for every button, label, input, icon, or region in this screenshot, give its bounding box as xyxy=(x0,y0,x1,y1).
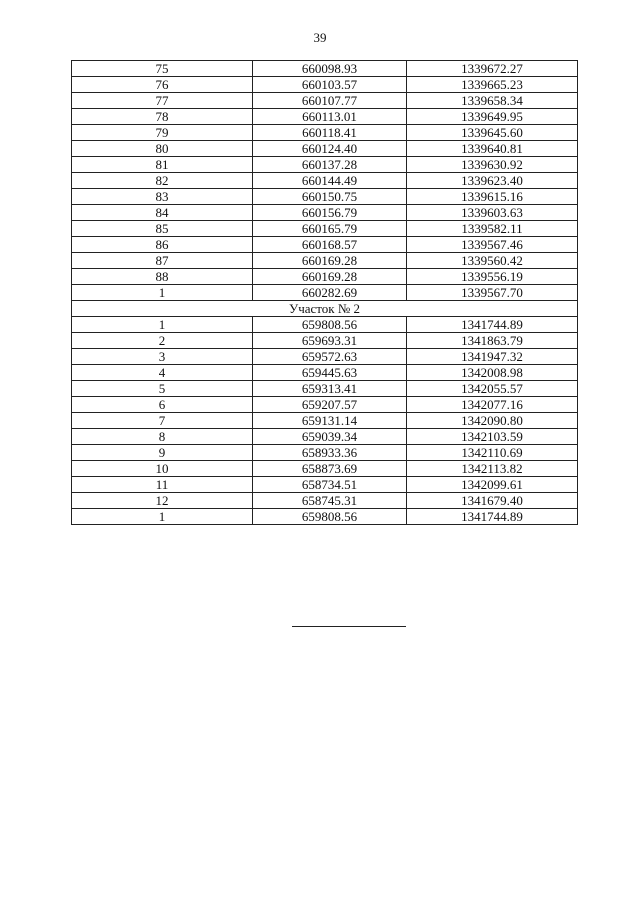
point-number-cell: 3 xyxy=(72,349,253,365)
x-coordinate-cell: 660103.57 xyxy=(253,77,407,93)
point-number-cell: 78 xyxy=(72,109,253,125)
x-coordinate-cell: 660107.77 xyxy=(253,93,407,109)
table-row xyxy=(72,317,578,333)
y-coordinate-cell: 1339630.92 xyxy=(407,157,578,173)
page-number: 39 xyxy=(313,30,327,45)
point-number-cell: 83 xyxy=(72,189,253,205)
table-row xyxy=(72,269,578,285)
x-coordinate-cell: 659572.63 xyxy=(253,349,407,365)
table-row xyxy=(72,125,578,141)
point-number-cell: 79 xyxy=(72,125,253,141)
x-coordinate-cell: 660168.57 xyxy=(253,237,407,253)
x-coordinate-cell: 659693.31 xyxy=(253,333,407,349)
point-number-cell: 85 xyxy=(72,221,253,237)
point-number-cell: 76 xyxy=(72,77,253,93)
point-number-cell: 5 xyxy=(72,381,253,397)
x-coordinate-cell: 659313.41 xyxy=(253,381,407,397)
x-coordinate-cell: 658745.31 xyxy=(253,493,407,509)
x-coordinate-cell: 660169.28 xyxy=(253,253,407,269)
y-coordinate-cell: 1342103.59 xyxy=(407,429,578,445)
x-coordinate-cell: 658873.69 xyxy=(253,461,407,477)
point-number-cell: 1 xyxy=(72,509,253,525)
y-coordinate-cell: 1339672.27 xyxy=(407,61,578,77)
y-coordinate-cell: 1342077.16 xyxy=(407,397,578,413)
table-row xyxy=(72,461,578,477)
table-row xyxy=(72,413,578,429)
y-coordinate-cell: 1341744.89 xyxy=(407,317,578,333)
table-row xyxy=(72,93,578,109)
x-coordinate-cell: 659445.63 xyxy=(253,365,407,381)
y-coordinate-cell: 1339567.46 xyxy=(407,237,578,253)
point-number-cell: 81 xyxy=(72,157,253,173)
table-row xyxy=(72,77,578,93)
point-number-cell: 2 xyxy=(72,333,253,349)
point-number-cell: 87 xyxy=(72,253,253,269)
x-coordinate-cell: 660165.79 xyxy=(253,221,407,237)
x-coordinate-cell: 660169.28 xyxy=(253,269,407,285)
y-coordinate-cell: 1339623.40 xyxy=(407,173,578,189)
table-row xyxy=(72,445,578,461)
y-coordinate-cell: 1339560.42 xyxy=(407,253,578,269)
y-coordinate-cell: 1339649.95 xyxy=(407,109,578,125)
y-coordinate-cell: 1339665.23 xyxy=(407,77,578,93)
section-title: Участок № 2 xyxy=(72,301,578,317)
y-coordinate-cell: 1341947.32 xyxy=(407,349,578,365)
x-coordinate-cell: 658734.51 xyxy=(253,477,407,493)
table-row xyxy=(72,285,578,301)
point-number-cell: 84 xyxy=(72,205,253,221)
y-coordinate-cell: 1339567.70 xyxy=(407,285,578,301)
table-row xyxy=(72,349,578,365)
x-coordinate-cell: 660137.28 xyxy=(253,157,407,173)
point-number-cell: 86 xyxy=(72,237,253,253)
x-coordinate-cell: 660118.41 xyxy=(253,125,407,141)
y-coordinate-cell: 1339603.63 xyxy=(407,205,578,221)
x-coordinate-cell: 660282.69 xyxy=(253,285,407,301)
y-coordinate-cell: 1341863.79 xyxy=(407,333,578,349)
point-number-cell: 82 xyxy=(72,173,253,189)
coordinates-table-body xyxy=(72,61,578,525)
point-number-cell: 9 xyxy=(72,445,253,461)
table-row xyxy=(72,477,578,493)
table-row xyxy=(72,333,578,349)
point-number-cell: 12 xyxy=(72,493,253,509)
x-coordinate-cell: 660124.40 xyxy=(253,141,407,157)
y-coordinate-cell: 1339582.11 xyxy=(407,221,578,237)
table-row xyxy=(72,205,578,221)
y-coordinate-cell: 1339615.16 xyxy=(407,189,578,205)
y-coordinate-cell: 1341744.89 xyxy=(407,509,578,525)
table-row xyxy=(72,509,578,525)
x-coordinate-cell: 659808.56 xyxy=(253,509,407,525)
point-number-cell: 7 xyxy=(72,413,253,429)
y-coordinate-cell: 1339556.19 xyxy=(407,269,578,285)
end-divider-line xyxy=(292,626,406,627)
y-coordinate-cell: 1342113.82 xyxy=(407,461,578,477)
x-coordinate-cell: 659039.34 xyxy=(253,429,407,445)
table-row xyxy=(72,221,578,237)
point-number-cell: 75 xyxy=(72,61,253,77)
point-number-cell: 10 xyxy=(72,461,253,477)
table-row xyxy=(72,189,578,205)
table-row xyxy=(72,61,578,77)
point-number-cell: 77 xyxy=(72,93,253,109)
point-number-cell: 1 xyxy=(72,317,253,333)
x-coordinate-cell: 659808.56 xyxy=(253,317,407,333)
y-coordinate-cell: 1342090.80 xyxy=(407,413,578,429)
table-row xyxy=(72,253,578,269)
x-coordinate-cell: 660150.75 xyxy=(253,189,407,205)
y-coordinate-cell: 1342055.57 xyxy=(407,381,578,397)
y-coordinate-cell: 1341679.40 xyxy=(407,493,578,509)
table-row xyxy=(72,173,578,189)
point-number-cell: 8 xyxy=(72,429,253,445)
table-row xyxy=(72,141,578,157)
x-coordinate-cell: 660098.93 xyxy=(253,61,407,77)
point-number-cell: 6 xyxy=(72,397,253,413)
x-coordinate-cell: 658933.36 xyxy=(253,445,407,461)
table-row xyxy=(72,157,578,173)
y-coordinate-cell: 1342099.61 xyxy=(407,477,578,493)
y-coordinate-cell: 1342008.98 xyxy=(407,365,578,381)
point-number-cell: 4 xyxy=(72,365,253,381)
y-coordinate-cell: 1339640.81 xyxy=(407,141,578,157)
point-number-cell: 1 xyxy=(72,285,253,301)
table-row xyxy=(72,429,578,445)
y-coordinate-cell: 1339658.34 xyxy=(407,93,578,109)
point-number-cell: 88 xyxy=(72,269,253,285)
table-row xyxy=(72,365,578,381)
point-number-cell: 80 xyxy=(72,141,253,157)
table-row xyxy=(72,397,578,413)
coordinates-table xyxy=(71,60,578,525)
x-coordinate-cell: 660156.79 xyxy=(253,205,407,221)
x-coordinate-cell: 660144.49 xyxy=(253,173,407,189)
x-coordinate-cell: 659207.57 xyxy=(253,397,407,413)
table-row xyxy=(72,493,578,509)
table-row xyxy=(72,109,578,125)
x-coordinate-cell: 659131.14 xyxy=(253,413,407,429)
table-row xyxy=(72,237,578,253)
point-number-cell: 11 xyxy=(72,477,253,493)
x-coordinate-cell: 660113.01 xyxy=(253,109,407,125)
table-row xyxy=(72,381,578,397)
y-coordinate-cell: 1342110.69 xyxy=(407,445,578,461)
y-coordinate-cell: 1339645.60 xyxy=(407,125,578,141)
section-row xyxy=(72,301,578,317)
